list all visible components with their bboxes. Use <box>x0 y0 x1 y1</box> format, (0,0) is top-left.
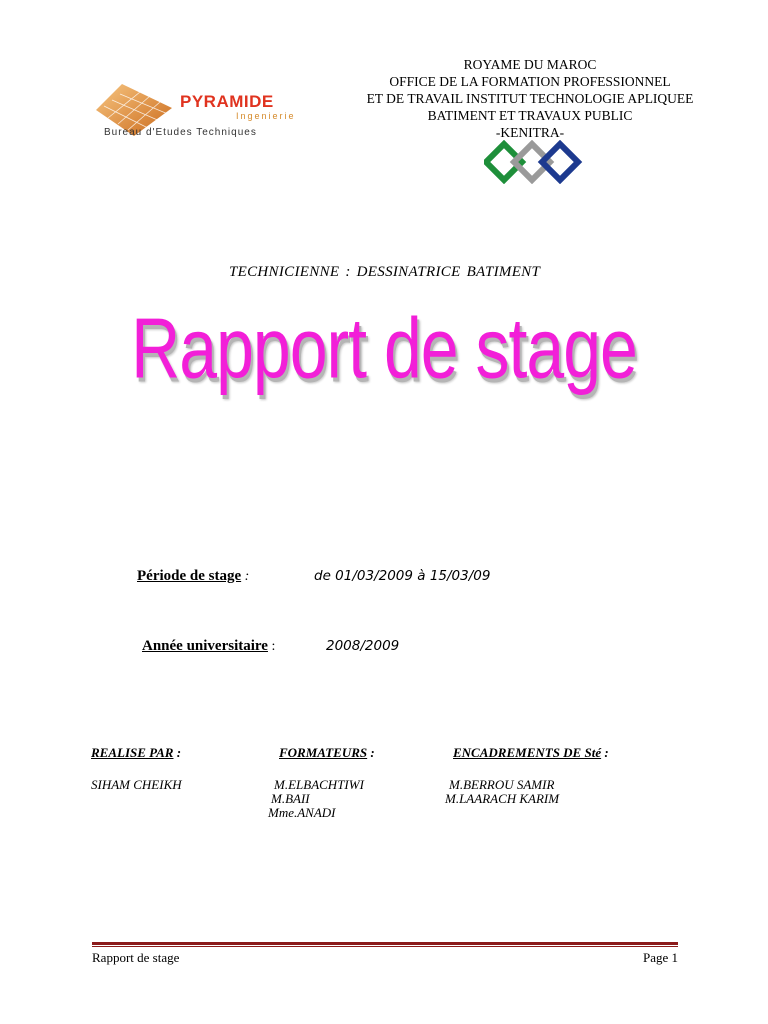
period-colon: : <box>241 569 250 584</box>
period-row <box>137 567 249 585</box>
header-line: ET DE TRAVAIL INSTITUT TECHNOLOGIE APLIQUEE <box>366 91 694 106</box>
ofppt-logo-icon <box>484 140 584 184</box>
diploma-subtitle: TECHNICIENNE : DESSINATRICE BATIMENT <box>229 264 541 280</box>
year-colon: : <box>267 639 276 654</box>
encadrements-label: ENCADREMENTS DE Sté <box>453 745 602 760</box>
logo-tagline: Bureau d'Etudes Techniques <box>104 127 257 138</box>
trainer-name: Mme.ANADI <box>268 805 336 820</box>
year-row <box>142 637 275 655</box>
realise-heading: REALISE PAR : <box>91 745 182 760</box>
period-label: Période de stage <box>137 568 242 584</box>
document-title: Rapport de stage <box>131 301 637 397</box>
period-value: de 01/03/2009 à 15/03/09 <box>314 568 491 584</box>
footer-rule-thin <box>92 946 678 947</box>
student-name: SIHAM CHEIKH <box>91 777 182 792</box>
supervisor-name: M.BERROU SAMIR <box>449 777 555 792</box>
page-number: Page 1 <box>642 950 678 965</box>
logo-title: PYRAMIDE <box>180 92 274 111</box>
footer-title: Rapport de stage <box>92 950 180 965</box>
header-line: ROYAME DU MAROC <box>463 57 597 72</box>
trainer-name: M.BAII <box>271 791 310 806</box>
year-label: Année universitaire <box>142 638 268 654</box>
year-value: 2008/2009 <box>326 638 400 654</box>
header-line: BATIMENT ET TRAVAUX PUBLIC <box>427 108 633 123</box>
formateurs-label: FORMATEURS <box>279 745 368 760</box>
encadrements-heading: ENCADREMENTS DE Sté : <box>453 745 609 760</box>
realise-label: REALISE PAR <box>91 745 174 760</box>
trainer-name: M.ELBACHTIWI <box>274 777 364 792</box>
header-line: OFFICE DE LA FORMATION PROFESSIONNEL <box>389 74 671 89</box>
institution-header <box>330 56 730 141</box>
logo-subtitle: Ingenierie <box>236 111 296 121</box>
footer-rule <box>92 942 678 945</box>
supervisor-name: M.LAARACH KARIM <box>445 791 560 806</box>
header-line: -KENITRA- <box>495 125 565 140</box>
formateurs-heading: FORMATEURS : <box>279 745 375 760</box>
